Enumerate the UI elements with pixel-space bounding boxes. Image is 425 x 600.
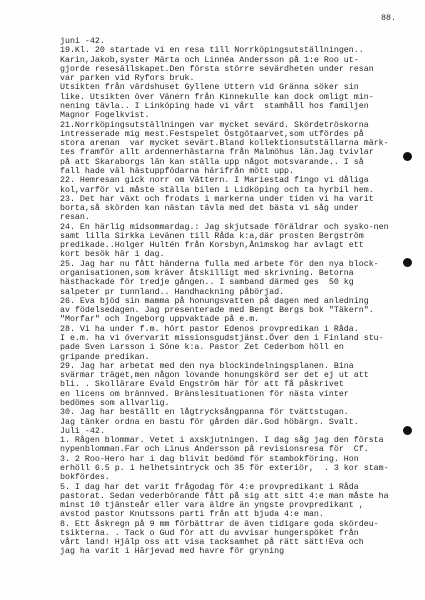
typewritten-text — [60, 37, 410, 557]
text-line: 22. Hemresan gick norr om Vättern. I Mariestad fingo vi dåliga — [60, 176, 369, 186]
text-line: nypenblomman.Far och Linus Andersson på revisionsresa för Cf. — [60, 445, 369, 455]
text-line: kort besök här i dag. — [60, 250, 165, 260]
text-line: 1. Rågen blommar. Vetet i axskjutningen. I dag såg jag den första — [60, 436, 384, 446]
text-line: predikade..Holger Hultén från Korsbyn,Ånimskog har avlagt ett — [60, 241, 364, 251]
text-line: 24. En härlig midsommardag.: Jag skjutsade föräldrar och sysko-nen — [60, 222, 389, 232]
text-line: stora arenan var mycket sevärt.Bland kollektionsutställarna märk- — [60, 139, 389, 149]
text-line: hästhackade för tredje gången.. I samband därmed ges 50 kg — [60, 278, 354, 288]
text-line: 28. Vi ha under f.m. hört pastor Edenos provpredikan i Råda. — [60, 324, 359, 334]
text-line: bli. . Skollärare Evald Engström här för att få påskrivet — [60, 380, 344, 390]
text-line: 3. 2 Roo-Hero har i dag blivit bedömd för stambokföring. Hon — [60, 454, 359, 464]
page-number: 88. — [381, 13, 397, 23]
text-line: 19.Kl. 20 startade vi en resa till Norrköpingsutställningen.. — [60, 46, 364, 56]
text-line: en licens om brännved. Bränslesituationen för nästa vinter — [60, 389, 349, 399]
text-line: Jag tänker ordna en bastu för gården där.God höbärgn. Svalt. — [60, 417, 359, 427]
text-line: 30. Jag har beställt en lågtrycksångpanna för tvättstugan. — [60, 408, 349, 418]
text-line: av födelsedagen. Jag presenterade med Bengt Bergs bok "Täkern". — [60, 306, 374, 316]
text-line: juni -42. — [60, 37, 105, 46]
text-line: salpeter pr tunnland.. Handhackning påbörjad. — [60, 287, 285, 297]
text-line: like. Utsikten över Vänern från Kinnekulle kan dock omligt min- — [60, 92, 374, 102]
text-line: 29. Jag har arbetat med den nya blockindelningsplanen. Bina — [60, 361, 354, 371]
text-line: samt lilla Sirkka Levänen till Råda k:a,där prosten Bergström — [60, 231, 364, 241]
text-line: svärmar träget,men någon lovande honungskörd ser det ej ut att — [60, 371, 369, 381]
text-line: gripande predikan. — [60, 352, 150, 362]
text-line: 25. Jag har nu fått händerna fulla med arbete för den nya block- — [60, 259, 379, 269]
text-line: resan. — [60, 213, 90, 223]
text-line: 5. I dag har det varit frågodag för 4:e provpredikant i Råda — [60, 482, 359, 492]
text-line: Utsikten från värdshuset Gyllene Uttern vid Gränna söker sin — [60, 83, 359, 93]
text-line: bokfördes. — [60, 473, 110, 483]
text-line: gjorde resesällskapet.Den första större sevärdheten under resan — [60, 64, 374, 74]
text-line: tsikterna. . Tack o Gud för att du avvisar hungerspöket från — [60, 528, 359, 538]
text-line: "Morfar" och Ingeborg uppvaktade på e.m. — [60, 315, 260, 325]
text-line: 26. Eva bjöd sin mamma på honungsvatten på dagen med anledning — [60, 296, 369, 306]
text-line: 21.Norrköpingsutställningen var mycket sevärd. Skördetröskorna — [60, 120, 369, 130]
text-line: jag ha varit i Härjevad med havre för gryning — [60, 547, 285, 557]
text-line: minst 10 tjänsteår eller vara äldre än yngste provpredikant , — [60, 501, 364, 511]
text-line: 23. Det har växt och frodats i markerna under tiden vi ha varit — [60, 194, 374, 204]
text-line: på att Skaraborgs län kan ställa upp något motsvarande.. I så — [60, 157, 364, 167]
text-line: Karin,Jakob,syster Märta och Linnéa Andersson på 1:e Roo ut- — [60, 55, 359, 65]
text-line: Juli -42. — [60, 426, 105, 436]
text-line: bedömes som allvarlig. — [60, 398, 170, 408]
text-line: I e.m. ha vi övervarit missionsgudstjänst.Över den i Finland stu- — [60, 334, 384, 343]
text-line: borta,så skörden kan nästan tävla med det bästa vi såg under — [60, 204, 359, 214]
text-line: kol,varför vi måste ställa bilen i Lidköping och ta hyrbil hem. — [60, 185, 374, 195]
text-line: pade Sven Larsson i Söne k:a. Pastor Zet Cederbom höll en — [60, 343, 344, 353]
text-line: nening tävla.. I Linköping hade vi vårt stamhåll hos familjen — [60, 101, 369, 111]
text-line: intresserade mig mest.Festspelet Östgötaarvet,som utfördes på — [60, 129, 364, 139]
text-line: pastorat. Sedan vederbörande fått på sig att sitt 4:e man måste ha — [60, 491, 389, 501]
text-line: 8. Ett åskregn på 9 mm förbättrar de även tidigare goda skördeu- — [60, 519, 379, 529]
text-line: tes framför allt ardennerhästarna från Malmöhus län.Jag tvivlar — [60, 148, 374, 158]
text-line: organisationen,som kräver åtskilligt med skrivning. Betorna — [60, 269, 354, 279]
text-line: vårt land! Hjälp oss att visa tacksamhet på rätt sätt!Eva och — [60, 538, 364, 548]
text-line: var parken vid Ryfors bruk. — [60, 74, 195, 84]
text-line: Magnor Fogelkvist. — [60, 111, 150, 121]
text-line: fall hade väl hästuppfödarna härifrån mött upp. — [60, 166, 295, 176]
text-line: erhöll 6.5 p. i helhetsintryck och 35 för exteriör, . 3 kor stam- — [60, 463, 389, 473]
text-line: avstod pastor Knutssons parti från att bjuda 4:e man. — [60, 510, 324, 520]
